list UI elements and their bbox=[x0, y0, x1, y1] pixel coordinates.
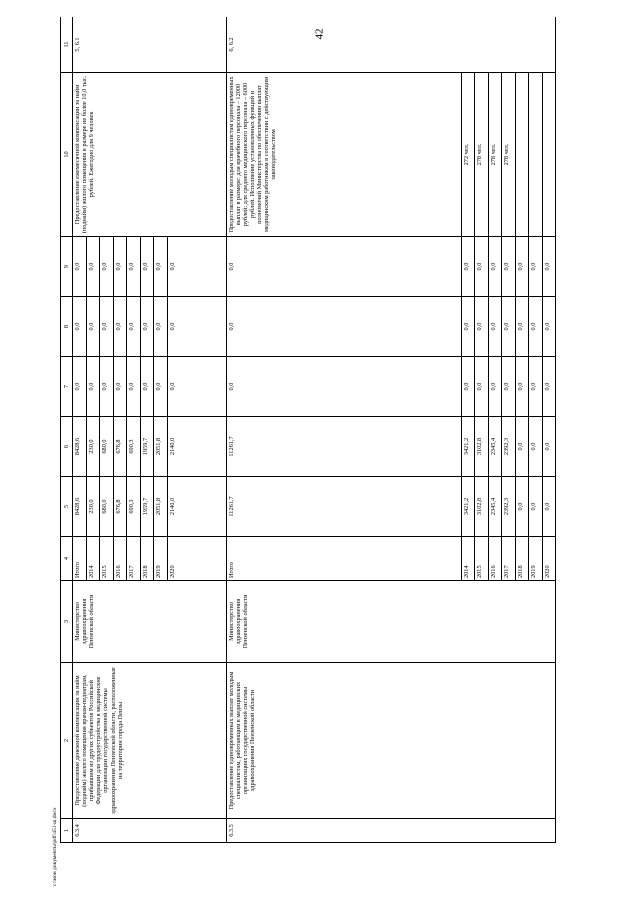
value-cell: 0,0 bbox=[140, 237, 154, 297]
year-cell: 2014 bbox=[86, 537, 100, 581]
value-cell: 0,0 bbox=[475, 297, 489, 357]
value-cell: 0,0 bbox=[515, 357, 529, 417]
year-cell: 2019 bbox=[529, 537, 543, 581]
refs-6-3-4: 5, 6.1 bbox=[73, 17, 227, 73]
value-cell: 2051,8 bbox=[154, 417, 168, 477]
value-cell: 3421,2 bbox=[461, 477, 475, 537]
value-cell: 680,0 bbox=[100, 477, 114, 537]
value-cell: 0,0 bbox=[113, 297, 127, 357]
value-cell: 0,0 bbox=[140, 357, 154, 417]
value-cell: 230,0 bbox=[86, 417, 100, 477]
header-row bbox=[61, 17, 73, 843]
value-cell: 0,0 bbox=[73, 237, 87, 297]
year-cell: 2014 bbox=[461, 537, 475, 581]
row-number-6-3-4: 6.3.4 bbox=[73, 819, 227, 843]
header-cell: 9 bbox=[61, 237, 73, 297]
year-cell: 2020 bbox=[167, 537, 226, 581]
value-cell: 0,0 bbox=[127, 297, 141, 357]
value-cell: 0,0 bbox=[502, 297, 516, 357]
table-row bbox=[73, 17, 87, 843]
value-cell: 2345,4 bbox=[488, 477, 502, 537]
value-cell: 3421,2 bbox=[461, 417, 475, 477]
header-cell: 7 bbox=[61, 357, 73, 417]
value-cell: 0,0 bbox=[529, 297, 543, 357]
program-table-frame bbox=[60, 17, 580, 843]
value-cell: 8428,6 bbox=[73, 417, 87, 477]
year-cell: 2018 bbox=[140, 537, 154, 581]
year-cell: Итого bbox=[226, 537, 461, 581]
value-cell: 0,0 bbox=[113, 357, 127, 417]
indicator-6-3-5: Предоставление молодым специалистам единовременных выплат в размере: для врачебного персонала – 12000 рублей; для среднего медицинского персонала – 6000 рублей. Исполнение установленных функций и полномочий Министерства по обеспечению выплат медицинским работникам в соответствии с действующим законодательством bbox=[226, 73, 461, 237]
value-cell: 0,0 bbox=[488, 357, 502, 417]
value-cell: 0,0 bbox=[475, 357, 489, 417]
persons-cell bbox=[529, 73, 543, 237]
persons-cell: 278 чел. bbox=[502, 73, 516, 237]
year-cell: 2020 bbox=[542, 537, 556, 581]
value-cell: 0,0 bbox=[100, 297, 114, 357]
value-cell: 0,0 bbox=[113, 237, 127, 297]
value-cell: 0,0 bbox=[515, 237, 529, 297]
value-cell: 2140,0 bbox=[167, 477, 226, 537]
value-cell: 2140,0 bbox=[167, 417, 226, 477]
value-cell: 0,0 bbox=[140, 297, 154, 357]
header-cell: 6 bbox=[61, 417, 73, 477]
value-cell: 0,0 bbox=[86, 297, 100, 357]
header-cell: 5 bbox=[61, 477, 73, 537]
year-cell: 2018 bbox=[515, 537, 529, 581]
value-cell: 2392,3 bbox=[502, 417, 516, 477]
value-cell: 1959,7 bbox=[140, 477, 154, 537]
value-cell: 0,0 bbox=[127, 237, 141, 297]
row-number-6-3-5: 6.3.5 bbox=[226, 819, 556, 843]
value-cell: 0,0 bbox=[542, 237, 556, 297]
value-cell: 690,3 bbox=[127, 477, 141, 537]
value-cell: 0,0 bbox=[515, 297, 529, 357]
measure-name-6-3-5: Предоставление единовременных выплат молодым специалистам, работающим в медицинских организациях государственной системы здравоохранения Пензенской области bbox=[226, 663, 556, 819]
value-cell: 0,0 bbox=[529, 417, 543, 477]
program-table bbox=[60, 17, 556, 843]
value-cell: 0,0 bbox=[73, 357, 87, 417]
value-cell: 11261,7 bbox=[226, 477, 461, 537]
value-cell: 0,0 bbox=[475, 237, 489, 297]
year-cell: 2016 bbox=[113, 537, 127, 581]
value-cell: 0,0 bbox=[100, 237, 114, 297]
value-cell: 0,0 bbox=[167, 357, 226, 417]
value-cell: 0,0 bbox=[542, 417, 556, 477]
table-row bbox=[226, 17, 461, 843]
value-cell: 0,0 bbox=[502, 237, 516, 297]
year-cell: 2017 bbox=[127, 537, 141, 581]
footer-file-path bbox=[50, 807, 66, 886]
persons-cell bbox=[515, 73, 529, 237]
header-cell: 3 bbox=[61, 581, 73, 663]
value-cell: 0,0 bbox=[488, 237, 502, 297]
year-cell: 2015 bbox=[475, 537, 489, 581]
header-cell: 4 bbox=[61, 537, 73, 581]
header-cell: 2 bbox=[61, 663, 73, 819]
value-cell: 0,0 bbox=[488, 297, 502, 357]
value-cell: 0,0 bbox=[461, 357, 475, 417]
value-cell: 0,0 bbox=[542, 477, 556, 537]
measure-name-6-3-4: Предоставление денежной компенсации за найм (поднайм) жилого помещения врачам-педиатрам, прибывшим из других субъектов Российской Федерации для трудоустройства в медицинские организации государственной системы здравоохранения Пензенской области, расположенные на территории города Пензы bbox=[73, 663, 227, 819]
indicator-6-3-4: Предоставление ежемесячной компенсации за найм (поднайм) жилого помещения в размере не более 10,0 тыс. рублей. Ежегодно для 9 человек bbox=[73, 73, 227, 237]
persons-cell: 278 чел. bbox=[475, 73, 489, 237]
value-cell: 2392,3 bbox=[502, 477, 516, 537]
header-cell: 10 bbox=[61, 73, 73, 237]
persons-cell bbox=[542, 73, 556, 237]
value-cell: 0,0 bbox=[529, 477, 543, 537]
value-cell: 3102,8 bbox=[475, 417, 489, 477]
refs-6-3-5: 6, 6.2 bbox=[226, 17, 556, 73]
value-cell: 0,0 bbox=[502, 357, 516, 417]
value-cell: 0,0 bbox=[167, 237, 226, 297]
header-cell: 1 bbox=[61, 819, 73, 843]
page-number-text: 42 bbox=[313, 28, 325, 40]
value-cell: 3102,8 bbox=[475, 477, 489, 537]
year-cell: 2015 bbox=[100, 537, 114, 581]
year-cell: Итого bbox=[73, 537, 87, 581]
value-cell: 0,0 bbox=[73, 297, 87, 357]
value-cell: 690,3 bbox=[127, 417, 141, 477]
value-cell: 0,0 bbox=[226, 357, 461, 417]
persons-cell: 278 чел. bbox=[488, 73, 502, 237]
year-cell: 2017 bbox=[502, 537, 516, 581]
value-cell: 0,0 bbox=[529, 357, 543, 417]
value-cell: 0,0 bbox=[515, 417, 529, 477]
value-cell: 0,0 bbox=[154, 297, 168, 357]
value-cell: 0,0 bbox=[542, 357, 556, 417]
value-cell: 0,0 bbox=[154, 237, 168, 297]
value-cell: 0,0 bbox=[86, 237, 100, 297]
value-cell: 0,0 bbox=[100, 357, 114, 417]
value-cell: 0,0 bbox=[226, 297, 461, 357]
value-cell: 676,8 bbox=[113, 477, 127, 537]
year-cell: 2019 bbox=[154, 537, 168, 581]
persons-cell: 272 чел. bbox=[461, 73, 475, 237]
header-cell: 11 bbox=[61, 17, 73, 73]
value-cell: 2051,8 bbox=[154, 477, 168, 537]
value-cell: 8428,6 bbox=[73, 477, 87, 537]
value-cell: 2345,4 bbox=[488, 417, 502, 477]
value-cell: 676,8 bbox=[113, 417, 127, 477]
executor-6-3-4: Министерство здравоохранения Пензенской области bbox=[73, 581, 227, 663]
year-cell: 2016 bbox=[488, 537, 502, 581]
value-cell: 0,0 bbox=[529, 237, 543, 297]
value-cell: 680,0 bbox=[100, 417, 114, 477]
executor-6-3-5: Министерство здравоохранения Пензенской области bbox=[226, 581, 556, 663]
value-cell: 230,0 bbox=[86, 477, 100, 537]
value-cell: 0,0 bbox=[542, 297, 556, 357]
value-cell: 0,0 bbox=[461, 297, 475, 357]
value-cell: 0,0 bbox=[515, 477, 529, 537]
value-cell: 11261,7 bbox=[226, 417, 461, 477]
program-table-rotated bbox=[60, 17, 580, 843]
value-cell: 1959,7 bbox=[140, 417, 154, 477]
value-cell: 0,0 bbox=[226, 237, 461, 297]
value-cell: 0,0 bbox=[127, 357, 141, 417]
header-cell: 8 bbox=[61, 297, 73, 357]
value-cell: 0,0 bbox=[461, 237, 475, 297]
value-cell: 0,0 bbox=[167, 297, 226, 357]
value-cell: 0,0 bbox=[154, 357, 168, 417]
value-cell: 0,0 bbox=[86, 357, 100, 417]
footer-file-path-text: c:\мои документы\pdf\451-ш.docx bbox=[52, 807, 58, 886]
